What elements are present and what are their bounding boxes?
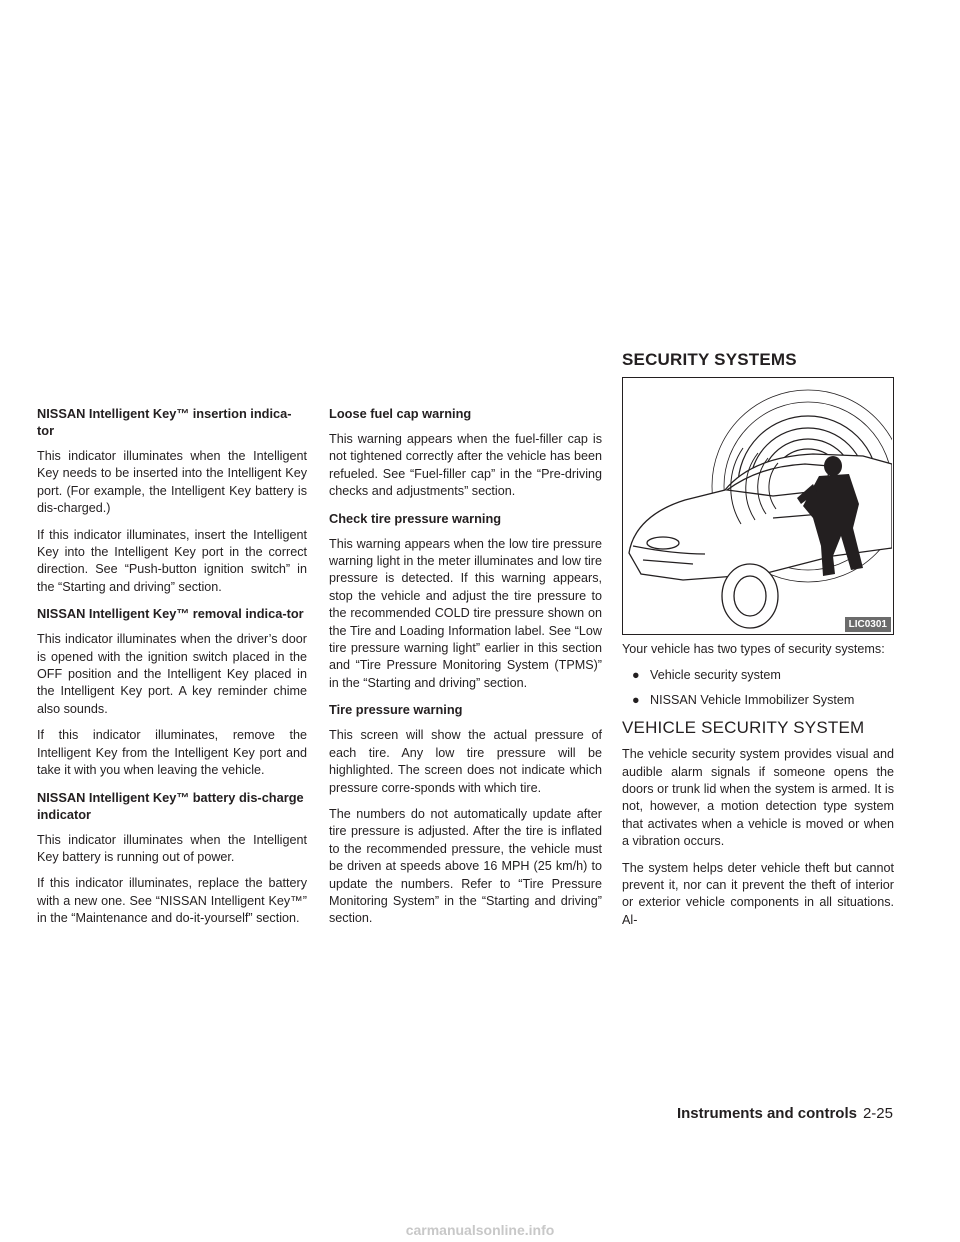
heading-tire-pressure-warning: Tire pressure warning [329, 702, 463, 718]
list-item [622, 692, 894, 709]
right-column [622, 641, 894, 938]
security-systems-list [622, 667, 894, 709]
left-column [37, 405, 307, 937]
paragraph: If this indicator illuminates, replace the battery with a new one. See “NISSAN Intelligent Key™” in the “Maintenance and do-it-yourself” section. [37, 876, 307, 926]
paragraph: If this indicator illuminates, remove the Intelligent Key from the Intelligent Key port and take it with you when leaving the vehicle. [37, 728, 307, 778]
middle-column [329, 405, 602, 937]
heading-key-insertion-indicator: NISSAN Intelligent Key™ insertion indica-tor [37, 406, 292, 438]
page-footer [677, 1105, 893, 1122]
list-item-label: NISSAN Vehicle Immobilizer System [650, 692, 855, 707]
paragraph: Your vehicle has two types of security systems: [622, 642, 885, 656]
paragraph: This warning appears when the fuel-filler cap is not tightened correctly after the vehicle has been refueled. See “Fuel-filler cap” in the “Pre-driving checks and adjustments” section. [329, 432, 602, 499]
figure-code-label: LIC0301 [845, 617, 891, 632]
paragraph: The vehicle security system provides visual and audible alarm signals if someone opens the doors or trunk lid when the system is armed. It is not, however, a motion detection type system that activates when a vehicle is moved or when a vibration occurs. [622, 747, 894, 849]
paragraph: If this indicator illuminates, insert the Intelligent Key into the Intelligent Key port in the correct direction. See “Push-button ignition switch” in the “Starting and driving” section. [37, 527, 307, 594]
heading-key-removal-indicator: NISSAN Intelligent Key™ removal indica-tor [37, 606, 304, 622]
section-title: SECURITY SYSTEMS [622, 350, 797, 369]
paragraph: This indicator illuminates when the Intelligent Key battery is running out of power. [37, 832, 307, 864]
heading-loose-fuel-cap: Loose fuel cap warning [329, 406, 472, 421]
heading-vehicle-security-system: VEHICLE SECURITY SYSTEM [622, 718, 865, 738]
bullet-icon: ● [632, 668, 640, 683]
paragraph: The numbers do not automatically update after tire pressure is adjusted. After the tire is inflated to the recommended pressure, the vehicle must be driven at speeds above 16 MPH (25 km/h) to update the numbers. Refer to “Tire Pressure Monitoring System” in the “Starting and driving” section. [329, 806, 602, 926]
paragraph: This warning appears when the low tire pressure warning light in the meter illuminates and low tire pressure is detected. If this warning appears, stop the vehicle and adjust the tire pressure to the recommended COLD tire pressure shown on the Tire and Loading Information label. See “Low tire pressure warning light” earlier in this section and “Tire Pressure Monitoring System (TPMS)” in the “Starting and driving” section. [329, 536, 602, 690]
car-theft-illustration [623, 378, 892, 633]
paragraph: This screen will show the actual pressure of each tire. Any low tire pressure will be highlighted. The screen does not indicate which pressure corre-sponds with which tire. [329, 728, 602, 795]
paragraph: This indicator illuminates when the driver’s door is opened with the ignition switch placed in the OFF position and the Intelligent Key placed in the Intelligent Key port. A key reminder chime also sounds. [37, 632, 307, 716]
watermark: carmanualsonline.info [405, 1222, 555, 1238]
heading-check-tire-pressure: Check tire pressure warning [329, 510, 502, 526]
paragraph: The system helps deter vehicle theft but cannot prevent it, nor can it prevent the theft of interior or exterior vehicle components in all situations. Al- [622, 860, 894, 927]
security-figure [622, 377, 894, 635]
bullet-icon: ● [632, 692, 640, 707]
page-number: 2-25 [862, 1105, 893, 1122]
heading-battery-discharge-indicator: NISSAN Intelligent Key™ battery dis-charge indicator [37, 789, 304, 822]
chapter-title: Instruments and controls [676, 1105, 857, 1122]
list-item-label: Vehicle security system [650, 668, 781, 683]
list-item [622, 667, 894, 684]
paragraph: This indicator illuminates when the Intelligent Key needs to be inserted into the Intelligent Key port. (For example, the Intelligent Key battery is dis-charged.) [37, 449, 307, 516]
